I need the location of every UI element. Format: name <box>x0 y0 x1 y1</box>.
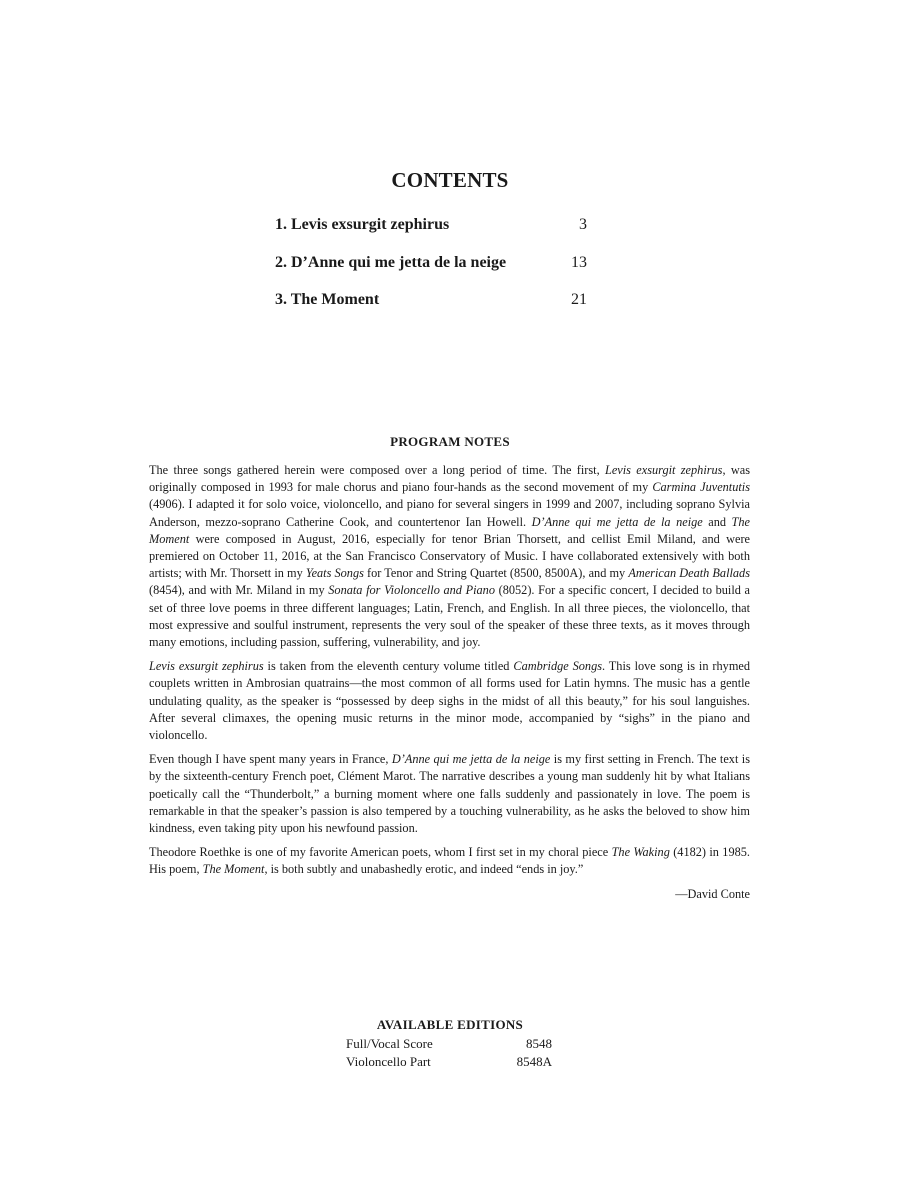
program-notes-title: PROGRAM NOTES <box>390 434 510 449</box>
title-run: Yeats Songs <box>305 566 364 581</box>
toc-item-label: 3. The Moment <box>275 291 380 308</box>
notes-signature: —David Conte <box>675 886 750 901</box>
edition-row <box>346 1053 552 1071</box>
text-run: Theodore Roethke is one of my favorite American poets, whom I first set in my choral piece <box>149 845 612 860</box>
toc-item[interactable] <box>275 216 587 254</box>
text-run: (8454), and with Mr. Miland in my <box>149 583 329 598</box>
text-run: , was originally composed in 1993 for male chorus and piano four-hands as the second movement of my <box>149 463 750 495</box>
title-run: Carmina Juventutis <box>652 480 750 495</box>
toc-item-page: 13 <box>571 253 587 271</box>
title-run: D’Anne qui me jetta de la neige <box>391 752 551 767</box>
title-run: D’Anne qui me jetta de la neige <box>531 514 703 529</box>
title-run: The Moment <box>202 862 265 877</box>
title-run: Levis exsurgit zephirus <box>605 463 723 477</box>
text-run: , is both subtly and unabashedly erotic, and indeed “ends in joy.” <box>264 862 584 877</box>
available-editions <box>0 1017 900 1071</box>
title-run: Cambridge Songs <box>513 659 603 674</box>
text-run: The three songs gathered herein were composed over a long period of time. The first, <box>149 463 605 477</box>
text-run: . This love song is in rhymed couplets written in Ambrosian quatrains—the most common of all forms used for Latin hymns. The music has a gentle undulating quality, as the speaker is “possessed by deep sighs in the midst of all this beauty,” for his soul languishes. After several climaxes, the opening music returns in the minor mode, accompanied by “sighs” in the piano and violoncello. <box>149 659 750 743</box>
editions-list <box>346 1035 552 1071</box>
toc-item-page: 21 <box>571 291 587 308</box>
text-run: and <box>702 514 732 529</box>
edition-name: Violoncello Part <box>346 1054 431 1069</box>
toc-item-page: 3 <box>579 216 587 233</box>
title-run: Levis exsurgit zephirus <box>149 659 264 674</box>
table-of-contents <box>275 216 587 329</box>
notes-paragraph <box>149 844 750 878</box>
text-run: were composed in August, 2016, especially for tenor Brian Thorsett, and cellist Emil Miland, and were premiered on October 11, 2016, at the San Francisco Conservatory of Music. I have collaborated extensively with both artists; with Mr. Thorsett in my <box>149 531 750 581</box>
text-run: (4182) in 1985. His poem, <box>149 845 750 877</box>
title-run: Sonata for Violoncello and Piano <box>328 583 495 598</box>
edition-row <box>346 1035 552 1053</box>
notes-paragraph <box>149 751 750 837</box>
title-run: The Waking <box>611 845 670 860</box>
editions-title: AVAILABLE EDITIONS <box>376 1017 524 1032</box>
text-run: for Tenor and String Quartet (8500, 8500A), and my <box>363 566 629 581</box>
edition-name: Full/Vocal Score <box>346 1036 433 1051</box>
notes-paragraph <box>149 658 750 744</box>
notes-paragraph <box>149 462 750 651</box>
program-notes-body <box>149 462 750 910</box>
toc-item-label: 2. D’Anne qui me jetta de la neige <box>275 253 507 271</box>
title-run: American Death Ballads <box>628 566 750 581</box>
toc-item[interactable] <box>275 254 587 292</box>
toc-item-label: 1. Levis exsurgit zephirus <box>275 216 450 233</box>
text-run: is my first setting in French. The text is by the sixteenth-century French poet, Clément Marot. The narrative describes a young man suddenly hit by what Italians poetically call the “Thunderbolt,” a burning moment where one falls suddenly and passionately in love. The poem is remarkable in that the speaker’s passion is also tempered by a touching vulnerability, as he asks the beloved to show him kindness, even taking pity upon his newfound passion. <box>149 752 750 836</box>
contents-title: CONTENTS <box>391 168 509 192</box>
edition-number: 8548A <box>516 1054 552 1069</box>
edition-number: 8548 <box>526 1036 552 1051</box>
text-run: (8052). For a specific concert, I decided to build a set of three love poems in three different languages; Latin, French, and English. In all three pieces, the violoncello, that most expressive and soulful instrument, represents the very soul of the speaker of these three texts, as it moves through many emotions, including passion, suffering, vulnerability, and joy. <box>149 583 751 650</box>
text-run: (4906). I adapted it for solo voice, violoncello, and piano for several singers in 1999 and 2007, including soprano Sylvia Anderson, mezzo-soprano Catherine Cook, and countertenor Ian Howell. <box>149 497 750 529</box>
toc-item[interactable] <box>275 291 587 329</box>
text-run: Even though I have spent many years in France, <box>149 752 392 767</box>
title-run: The Moment <box>149 514 750 546</box>
text-run: is taken from the eleventh century volume titled <box>263 659 514 674</box>
